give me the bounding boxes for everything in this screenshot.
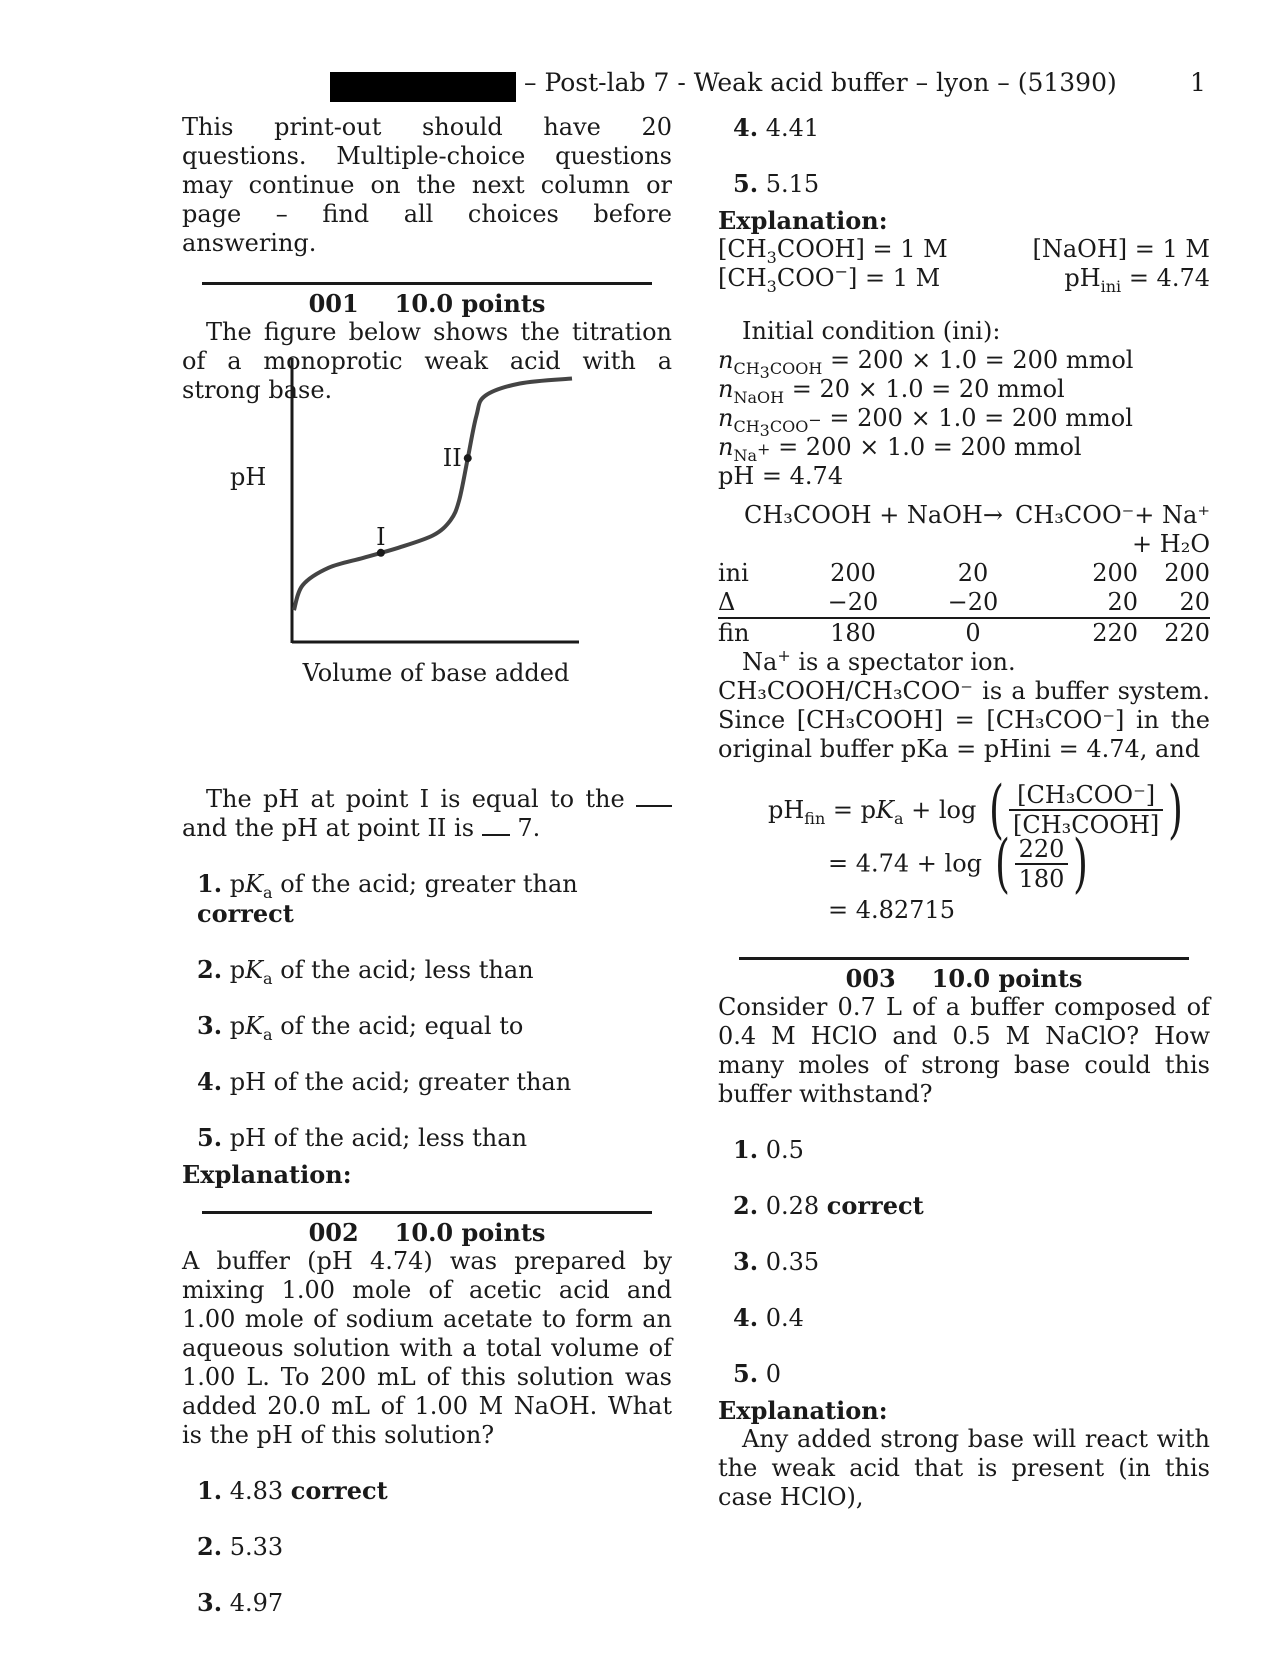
x-axis-label: Volume of base added	[302, 659, 570, 683]
choice-4: 4. 0.4	[733, 1303, 804, 1332]
question-number: 002	[308, 1218, 359, 1247]
question-stem: A buffer (pH 4.74) was prepared by mixing 1.00 mole of acetic acid and 1.00 mole of sodium acetate to form an aqueous solution with a total volume of 1.00 L. To 200 mL of this solution was added 20.0 mL of 1.00 M NaOH. What is the pH of this solution?	[182, 1247, 672, 1449]
question-points: 10.0 points	[394, 289, 546, 318]
choice-3: 3. 4.97	[197, 1588, 284, 1617]
titration-curve	[294, 379, 572, 611]
spectator-line: Na+ is a spectator ion.	[742, 646, 1016, 676]
ph-line: pH = 4.74	[718, 462, 844, 490]
question-header	[182, 1218, 672, 1247]
question-number: 003	[845, 964, 896, 993]
question-points: 10.0 points	[394, 1218, 546, 1247]
mole-line: $n_{CH_3COO^-} = 200 \times 1.0 = 200$ mmol	[718, 404, 1133, 440]
fill-blank-question: The pH at point I is equal to the and the pH at point II is 7.	[182, 785, 672, 843]
question-points: 10.0 points	[931, 964, 1083, 993]
question-divider	[202, 282, 652, 285]
document-title: – Post-lab 7 - Weak acid buffer – lyon – (51390)	[524, 68, 1117, 97]
choice-3: 3. $pK_a$ of the acid; equal to	[197, 1011, 524, 1044]
equation-line-1: $pH_{fin} = pK_a + \log$ ( $\frac{\text{[CH₃COO⁻]}}{\text{[CH₃COOH]}}$ )	[768, 773, 1184, 847]
choice-2: 2. $pK_a$ of the acid; less than	[197, 955, 534, 988]
point-II-marker	[464, 454, 472, 462]
left-column	[182, 113, 672, 1618]
concentration-line: $[CH_3COOH] = 1$ M [NaOH] = 1 M	[718, 235, 1210, 267]
table-row: Δ −20 −20 20 20	[718, 588, 1210, 616]
mole-line: $n_{NaOH} = 20 \times 1.0 = 20$ mmol	[718, 375, 1065, 407]
question-stem: Consider 0.7 L of a buffer composed of 0.4 M HClO and 0.5 M NaClO? How many moles of strong base could this buffer withstand?	[718, 993, 1210, 1108]
question-number: 001	[308, 289, 359, 318]
ice-table	[718, 559, 1210, 648]
choice-1: 1. $pK_a$ of the acid; greater than correct	[197, 869, 578, 928]
equation-line-2: = 4.74 + log ( $\frac{220}{180}$ )	[828, 827, 1089, 901]
point-II-label: II	[442, 444, 462, 473]
explanation-label: Explanation:	[182, 1160, 352, 1189]
equation-line-3: = 4.82715	[828, 896, 955, 924]
choice-5: 5. 5.15	[733, 169, 820, 198]
choice-4: 4. pH of the acid; greater than	[197, 1067, 572, 1096]
correct-mark: correct	[197, 899, 294, 928]
right-column	[718, 113, 1210, 1512]
table-row: ini 200 20 200 200	[718, 559, 1210, 587]
intro-text: This print-out should have 20 questions. Multiple-choice questions may continue on the next column or page – find all choices before answering.	[182, 113, 672, 257]
reaction-equation: CH₃COOH + NaOH→ CH₃COO⁻+ Na⁺	[744, 501, 1210, 529]
choice-4: 4. 4.41	[733, 113, 820, 142]
redacted-name-bar	[330, 72, 516, 102]
mole-line: $n_{CH_3COOH} = 200 \times 1.0 = 200$ mmol	[718, 346, 1134, 382]
choice-1: 1. 0.5	[733, 1135, 804, 1164]
explanation-label: Explanation:	[718, 1396, 888, 1425]
buffer-sentence: CH₃COOH/CH₃COO⁻ is a buffer system. Since [CH₃COOH] = [CH₃COO⁻] in the original buffer pKa = pHini = 4.74, and	[718, 677, 1210, 763]
question-header	[718, 964, 1210, 993]
choice-2: 2. 0.28 correct	[733, 1191, 924, 1220]
explanation-text: Any added strong base will react with the weak acid that is present (in this case HClO),	[718, 1425, 1210, 1511]
concentration-line: $[CH_3COO^-] = 1$ M $pH_{ini} = 4.74$	[718, 262, 1210, 296]
question-divider	[739, 957, 1189, 960]
mole-line: $n_{Na^+} = 200 \times 1.0 = 200$ mmol	[718, 433, 1082, 465]
initial-condition-label: Initial condition (ini):	[742, 317, 1001, 345]
correct-mark: correct	[826, 1191, 924, 1220]
reaction-water: + H₂O	[1132, 530, 1210, 558]
titration-chart	[182, 353, 602, 683]
correct-mark: correct	[290, 1476, 388, 1505]
page-number: 1	[1190, 68, 1206, 97]
choice-5: 5. pH of the acid; less than	[197, 1123, 528, 1152]
point-I-label: I	[376, 522, 386, 551]
y-axis-label: pH	[230, 463, 267, 491]
table-row: fin 180 0 220 220	[718, 619, 1210, 647]
page-header	[0, 62, 1280, 98]
choice-3: 3. 0.35	[733, 1247, 820, 1276]
question-divider	[202, 1211, 652, 1214]
choice-5: 5. 0	[733, 1359, 781, 1388]
choice-1: 1. 4.83 correct	[197, 1476, 388, 1505]
question-stem: The figure below shows the titration of a monoprotic weak acid with a strong base.	[182, 318, 672, 404]
choice-2: 2. 5.33	[197, 1532, 284, 1561]
explanation-label: Explanation:	[718, 206, 888, 235]
question-header	[182, 289, 672, 318]
